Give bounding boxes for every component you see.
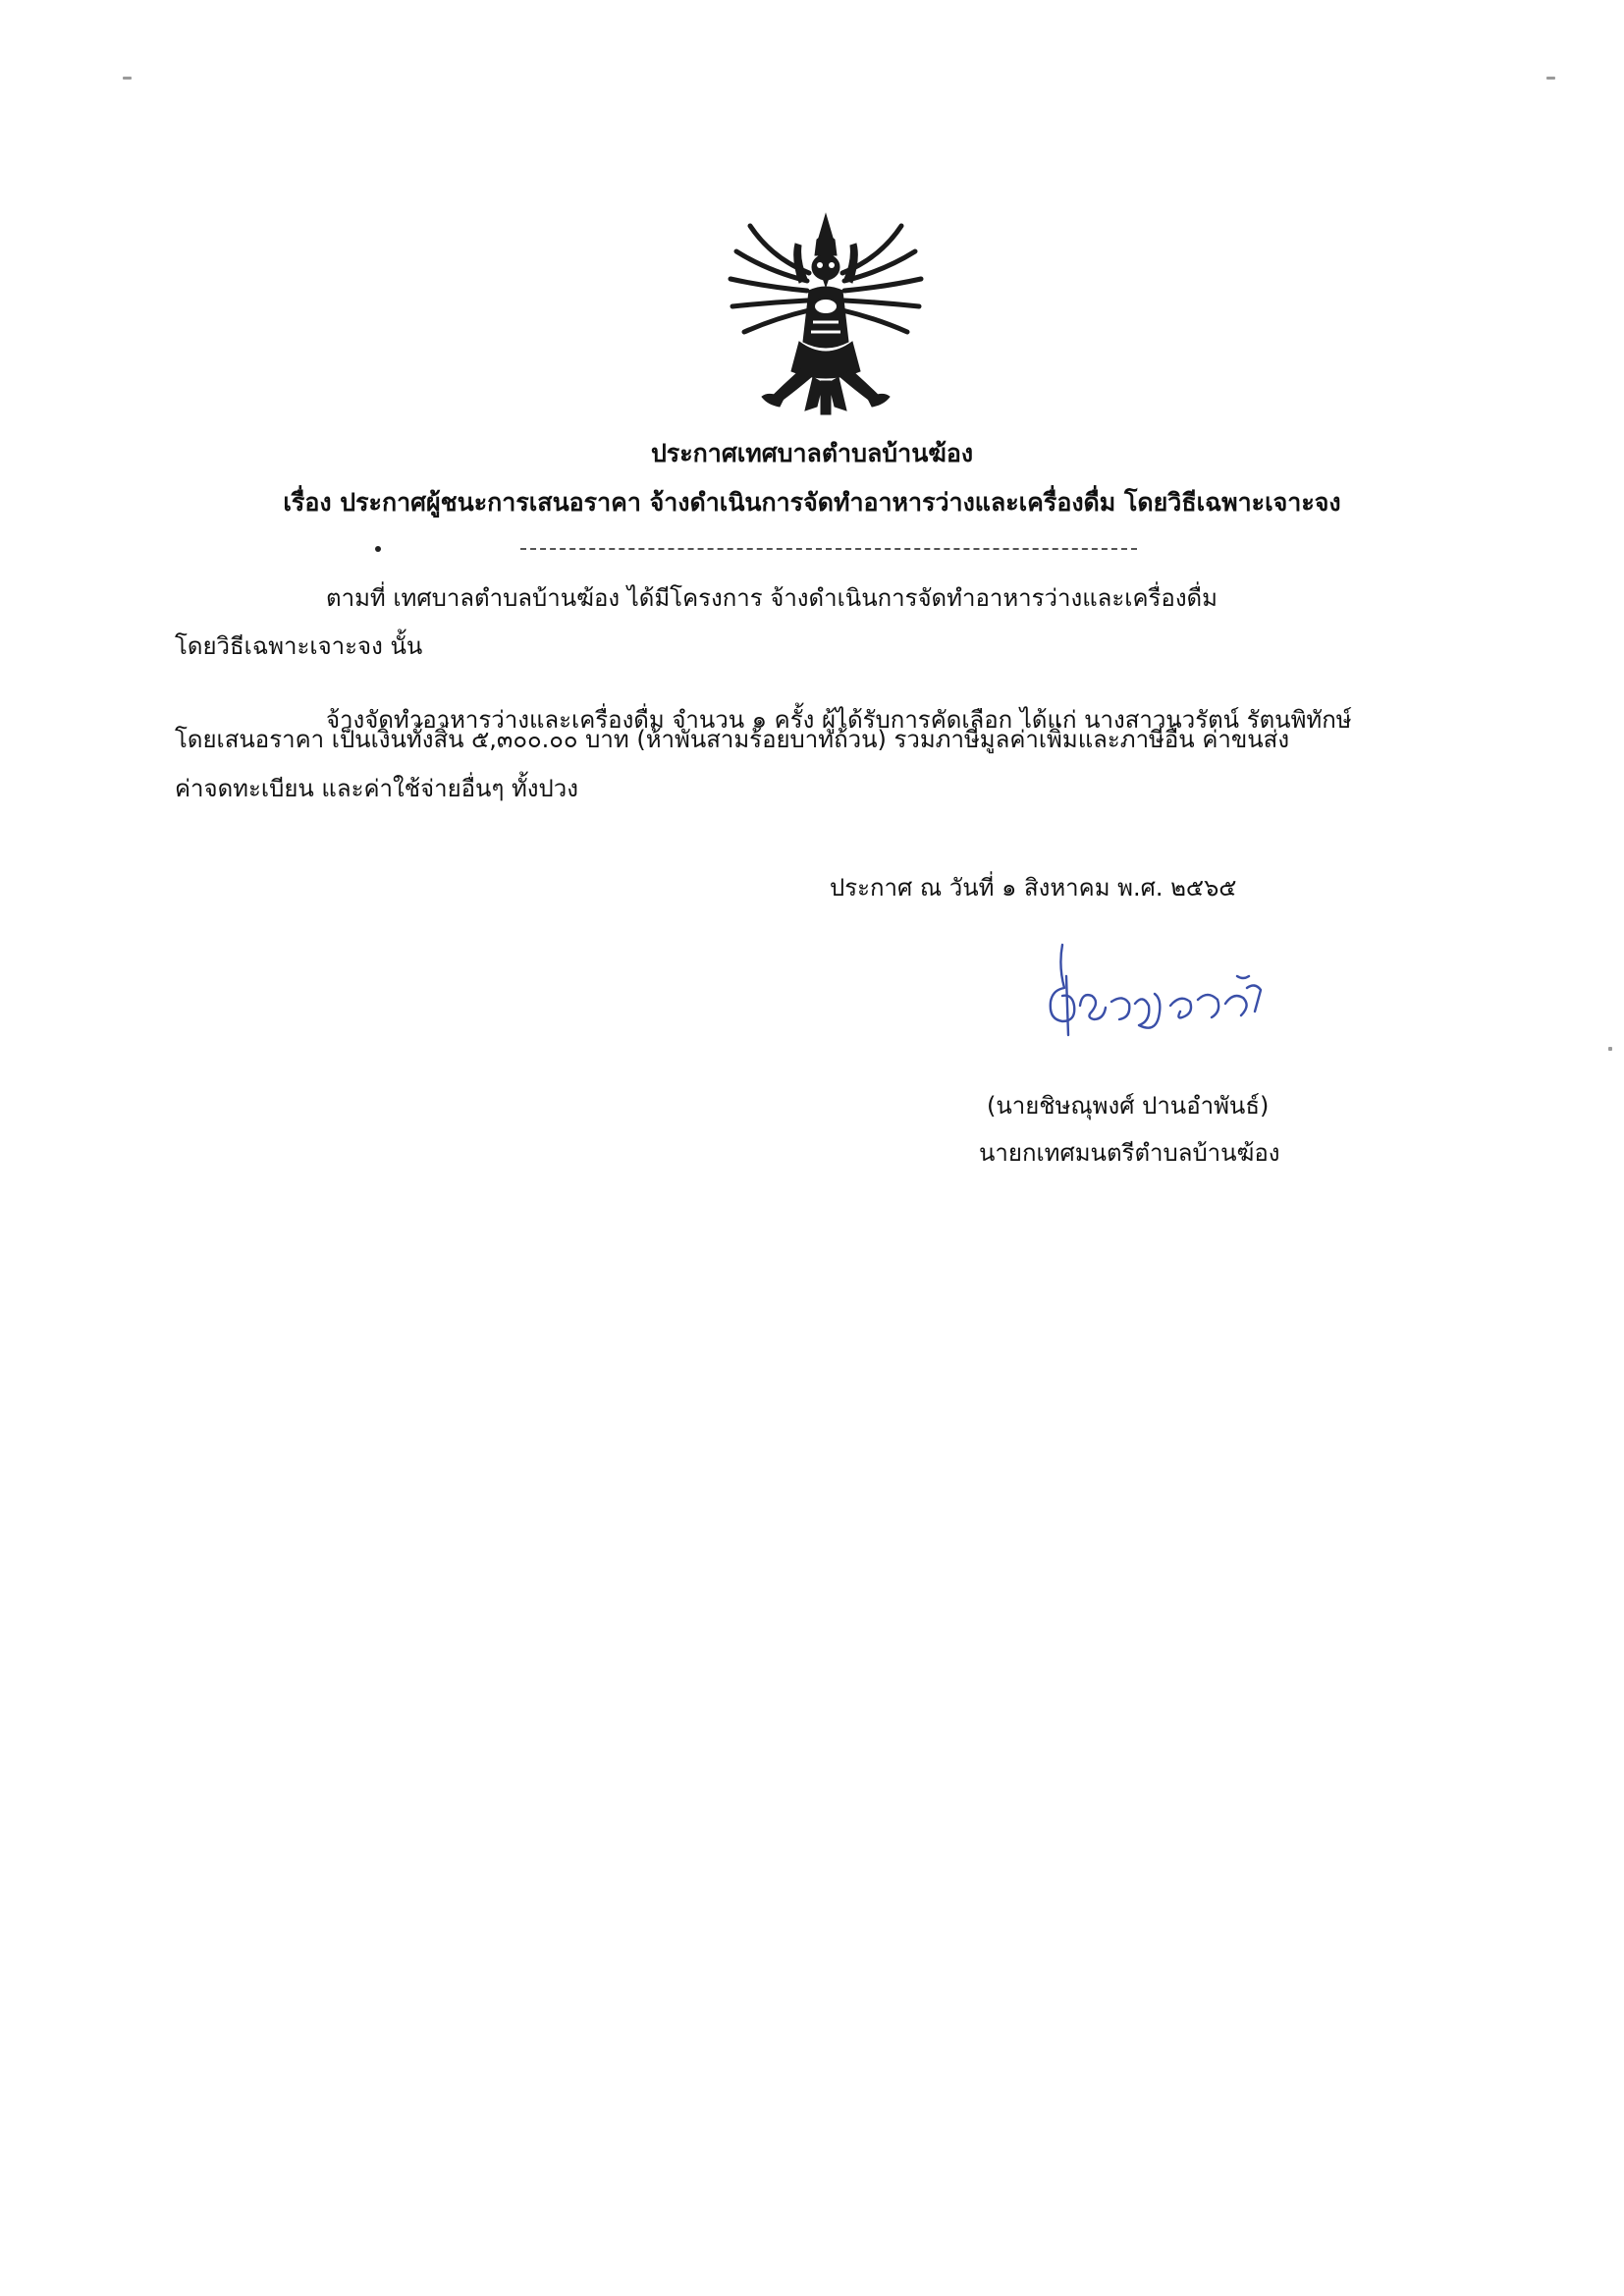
- signer-name: (นายชิษณุพงศ์ ปานอำพันธ์): [987, 1092, 1270, 1120]
- signer-position: นายกเทศมนตรีตำบลบ้านฆ้อง: [979, 1139, 1280, 1167]
- paragraph-1-line-1: ตามที่ เทศบาลตำบลบ้านฆ้อง ได้มีโครงการ จ้างดำเนินการจัดทำอาหารว่างและเครื่องดื่ม: [326, 584, 1218, 612]
- announcement-date: ประกาศ ณ วันที่ ๑ สิงหาคม พ.ศ. ๒๕๖๕: [830, 874, 1237, 902]
- dashed-divider: [520, 548, 1137, 550]
- scan-speck: [1546, 77, 1555, 80]
- stray-mark: [375, 546, 381, 552]
- paragraph-1-line-2: โดยวิธีเฉพาะเจาะจง นั้น: [175, 632, 423, 660]
- document-title: ประกาศเทศบาลตำบลบ้านฆ้อง: [650, 439, 974, 467]
- handwritten-signature-icon: [1033, 937, 1288, 1045]
- paragraph-2-line-2: โดยเสนอราคา เป็นเงินทั้งสิ้น ๕,๓๐๐.๐๐ บาท (ห้าพันสามร้อยบาทถ้วน) รวมภาษีมูลค่าเพิ่มและภาษีอื่น ค่าขนส่ง: [175, 726, 1290, 753]
- document-subject: เรื่อง ประกาศผู้ชนะการเสนอราคา จ้างดำเนินการจัดทำอาหารว่างและเครื่องดื่ม โดยวิธีเฉพาะเจาะจง: [283, 488, 1341, 517]
- scan-speck: [123, 77, 132, 80]
- paragraph-2-line-1: จ้างจัดทำอาหารว่างและเครื่องดื่ม จำนวน ๑ ครั้ง ผู้ได้รับการคัดเลือก ได้แก่ นางสาวนวรัตน์ รัตนพิทักษ์: [326, 706, 1352, 734]
- scan-speck: [1608, 1047, 1612, 1051]
- garuda-emblem-icon: [723, 204, 929, 418]
- paragraph-2-line-3: ค่าจดทะเบียน และค่าใช้จ่ายอื่นๆ ทั้งปวง: [175, 775, 578, 802]
